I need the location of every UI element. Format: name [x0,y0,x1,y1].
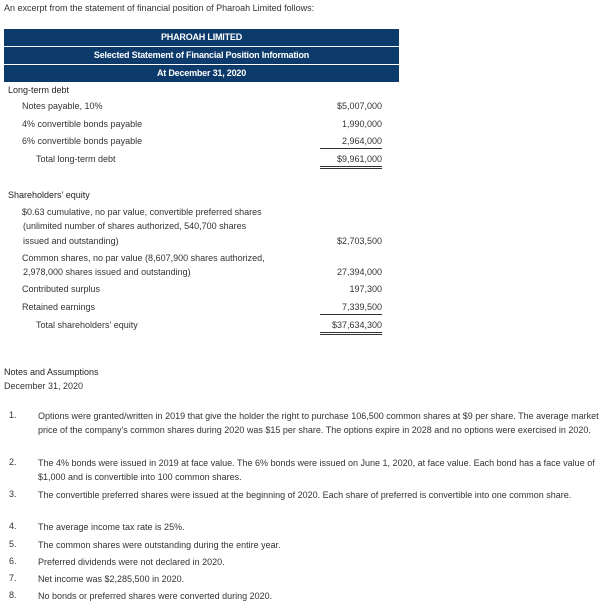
preferred-line: $0.63 cumulative, no par value, convertible preferred shares [22,207,262,217]
row-label: 4% convertible bonds payable [22,119,143,129]
note-text: The convertible preferred shares were issued at the beginning of 2020. Each share of preferred is convertible into one common share. [38,490,572,500]
total-debt-label: Total long-term debt [36,154,116,164]
note-text: The common shares were outstanding during the entire year. [38,540,281,550]
contributed-label: Contributed surplus [22,284,101,294]
note-text: The average income tax rate is 25%. [38,522,185,532]
total-equity-label: Total shareholders' equity [36,320,138,330]
notes-heading: Notes and Assumptions [4,367,99,377]
note-number: 6. [9,556,17,566]
note-number: 3. [9,489,17,499]
notes-date: December 31, 2020 [4,381,84,391]
common-value: 27,394,000 [336,267,382,277]
note-number: 7. [9,573,17,583]
note-number: 5. [9,539,17,549]
statement-title: Selected Statement of Financial Position Information [4,47,399,65]
note-number: 2. [9,457,17,467]
total-debt-value: $9,961,000 [320,153,382,169]
note-text: Options were granted/written in 2019 that give the holder the right to purchase 106,500 common shares at $9 per share. The average market price of the company's common shares during 2020 was $15 per share. The options expire in 2028 and no options were exercised in 2020. [38,411,599,435]
contributed-value: 197,300 [349,284,382,294]
retained-label: Retained earnings [22,302,96,312]
row-label: Notes payable, 10% [22,101,103,111]
equity-heading: Shareholders' equity [8,190,90,200]
common-line: Common shares, no par value (8,607,900 shares authorized, [22,253,265,263]
common-line: 2,978,000 shares issued and outstanding) [23,267,191,277]
note-text: The 4% bonds were issued in 2019 at face value. The 6% bonds were issued on June 1, 2020, at face value. Each bond has a face value of $1,000 and is convertible into 100 common shares. [38,458,595,482]
note-text: Preferred dividends were not declared in 2020. [38,557,225,567]
retained-value: 7,339,500 [320,301,382,315]
total-equity-value: $37,634,300 [320,319,382,335]
note-number: 4. [9,521,17,531]
preferred-line: issued and outstanding) [23,236,119,246]
note-text: Net income was $2,285,500 in 2020. [38,574,185,584]
company-name: PHAROAH LIMITED [4,29,399,47]
intro-text: An excerpt from the statement of financial position of Pharoah Limited follows: [4,3,315,13]
row-value: $5,007,000 [336,101,382,111]
note-number: 8. [9,590,17,600]
preferred-line: (unlimited number of shares authorized, 540,700 shares [23,221,247,231]
row-label: 6% convertible bonds payable [22,136,143,146]
row-value: 2,964,000 [320,135,382,149]
row-value: 1,990,000 [341,119,382,129]
note-text: No bonds or preferred shares were converted during 2020. [38,591,273,601]
preferred-value: $2,703,500 [336,236,382,246]
long-term-debt-heading: Long-term debt [8,85,70,95]
statement-date: At December 31, 2020 [4,65,399,82]
note-number: 1. [9,410,17,420]
